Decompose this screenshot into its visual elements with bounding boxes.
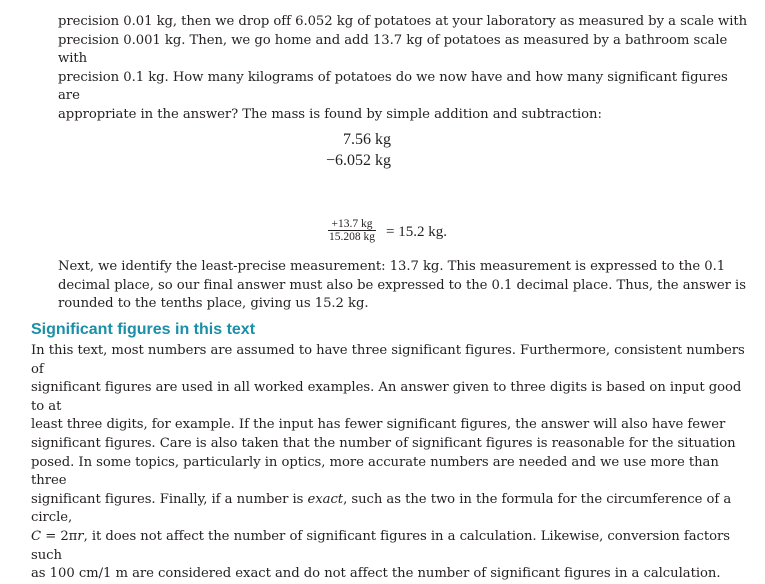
- equation-fraction: [328, 218, 376, 244]
- intro-line-3: precision 0.1 kg. How many kilograms of potatoes do we now have and how many significant figures are: [58, 69, 728, 104]
- intro-paragraph: [58, 13, 748, 125]
- section-heading: Significant figures in this text: [31, 321, 256, 338]
- formula-equals-2pi: = 2π: [41, 528, 78, 544]
- equation-result: = 15.2 kg.: [386, 224, 447, 240]
- fraction-denominator: 15.208 kg: [329, 231, 375, 243]
- fraction-numerator: +13.7 kg: [328, 218, 376, 231]
- formula-variable-r: r: [77, 528, 84, 544]
- section-line-2: significant figures are used in all worked examples. An answer given to three digits is based on input good to at: [31, 380, 742, 414]
- section-line-6-start: significant figures. Finally, if a number is: [31, 491, 308, 507]
- intro-line-2: precision 0.001 kg. Then, we go home and add 13.7 kg of potatoes as measured by a bathroom scale with: [58, 32, 728, 67]
- section-line-8: as 100 cm/1 m are considered exact and do not affect the number of significant figures in a calculation.: [31, 566, 721, 582]
- equation-line-1: 7.56 kg: [343, 131, 391, 148]
- exact-emphasis: exact: [307, 491, 344, 507]
- intro-line-4: appropriate in the answer? The mass is found by simple addition and subtraction:: [58, 106, 602, 122]
- section-line-7-end: , it does not affect the number of significant figures in a calculation. Likewise, conversion factors such: [31, 528, 730, 563]
- next-line-3: rounded to the tenths place, giving us 15.2 kg.: [58, 296, 369, 312]
- section-line-6-end: , such as the two in the formula for the circumference of a circle,: [31, 491, 732, 526]
- section-line-5: posed. In some topics, particularly in optics, more accurate numbers are needed and we use more than three: [31, 454, 719, 489]
- next-line-2: decimal place, so our final answer must also be expressed to the 0.1 decimal place. Thus, the answer is: [58, 277, 746, 293]
- intro-line-1: precision 0.01 kg, then we drop off 6.052 kg of potatoes at your laboratory as measured by a scale with: [58, 14, 748, 29]
- equation-line-2: −6.052 kg: [326, 152, 392, 169]
- section-paragraph: [31, 342, 756, 584]
- next-paragraph: [58, 258, 748, 314]
- formula-variable-c: C: [31, 528, 42, 544]
- next-line-1: Next, we identify the least-precise measurement: 13.7 kg. This measurement is expressed to the 0.1: [58, 259, 726, 274]
- section-line-1: In this text, most numbers are assumed to have three significant figures. Furthermore, consistent numbers of: [31, 343, 745, 377]
- section-line-4: significant figures. Care is also taken that the number of significant figures is reasonable for the situation: [31, 435, 736, 451]
- section-line-3: least three digits, for example. If the input has fewer significant figures, the answer will also have fewer: [31, 417, 726, 433]
